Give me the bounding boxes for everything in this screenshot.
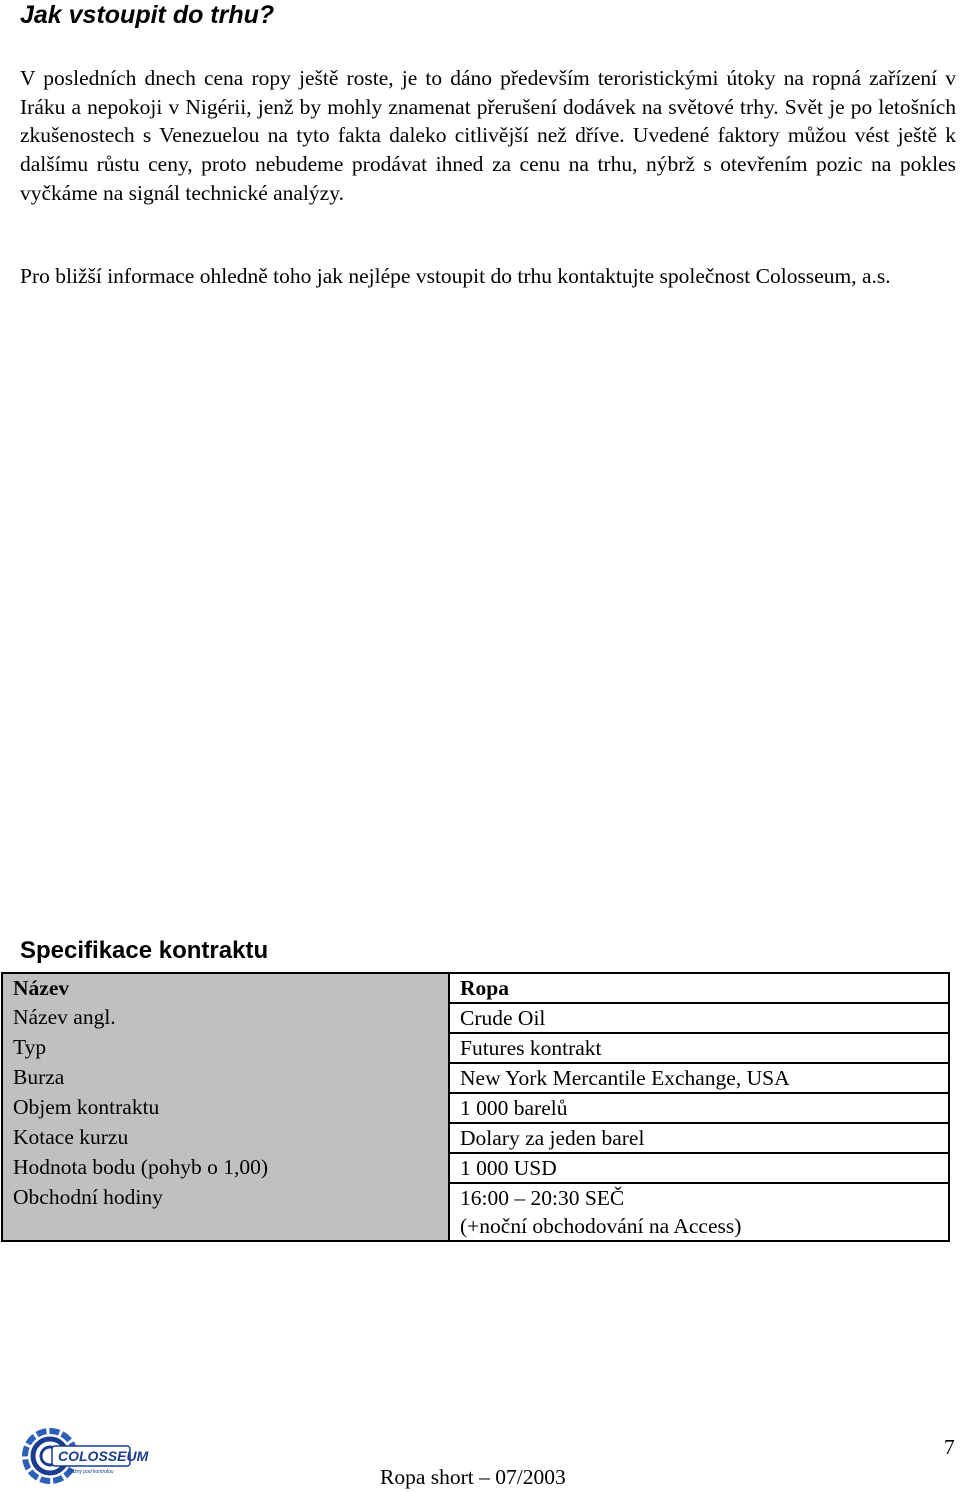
table-row (2, 1153, 949, 1183)
spec-value: 1 000 barelů (449, 1093, 949, 1123)
spec-label: Název (2, 973, 449, 1003)
table-row (2, 1003, 949, 1033)
spec-label: Typ (2, 1033, 449, 1063)
table-row (2, 1063, 949, 1093)
spec-label: Objem kontraktu (2, 1093, 449, 1123)
table-row (2, 1183, 949, 1241)
spec-label: Název angl. (2, 1003, 449, 1033)
footer-document-label: Ropa short – 07/2003 (380, 1465, 566, 1489)
trading-hours-note: (+noční obchodování na Access) (460, 1214, 742, 1238)
paragraph-contact-info: Pro bližší informace ohledně toho jak nejlépe vstoupit do trhu kontaktujte společnost Colosseum, a.s. (20, 264, 891, 288)
spec-value: Dolary za jeden barel (449, 1123, 949, 1153)
spec-value: Ropa (449, 973, 949, 1003)
spec-value (449, 1183, 949, 1241)
colosseum-logo-icon (22, 1428, 149, 1484)
page-heading: Jak vstoupit do trhu? (20, 1, 275, 29)
spec-value: Crude Oil (449, 1003, 949, 1033)
spec-value: Futures kontrakt (449, 1033, 949, 1063)
table-row (2, 1093, 949, 1123)
table-row (2, 973, 949, 1003)
spec-value: 1 000 USD (449, 1153, 949, 1183)
spec-label: Obchodní hodiny (2, 1183, 449, 1241)
table-row (2, 1123, 949, 1153)
spec-value: New York Mercantile Exchange, USA (449, 1063, 949, 1093)
table-row (2, 1033, 949, 1063)
colosseum-logo (22, 1428, 149, 1484)
trading-hours-line: 16:00 – 20:30 SEČ (460, 1186, 625, 1210)
spec-label: Hodnota bodu (pohyb o 1,00) (2, 1153, 449, 1183)
svg-text:Vážný pod kontrolou: Vážný pod kontrolou (68, 1469, 114, 1475)
spec-label: Kotace kurzu (2, 1123, 449, 1153)
section-title-contract-spec: Specifikace kontraktu (20, 937, 269, 964)
contract-spec-table (1, 972, 950, 1242)
paragraph-market-analysis: V posledních dnech cena ropy ještě roste, je to dáno především teroristickými útoky na ropná zařízení v Iráku a nepokoji v Nigérii, jenž by mohly znamenat přerušení dodávek na světové trhy. Svět je po letošních zkušenostech s Venezuelou na tyto fakta daleko citlivější než dříve. Uvedené faktory můžou vést ještě k dalšímu růstu ceny, proto nebudeme prodávat ihned za cenu na trhu, nýbrž s otevřením pozic na pokles vyčkáme na signál technické analýzy. (20, 66, 956, 205)
spec-label: Burza (2, 1063, 449, 1093)
page-number: 7 (944, 1435, 955, 1459)
svg-text:COLOSSEUM: COLOSSEUM (58, 1448, 149, 1464)
